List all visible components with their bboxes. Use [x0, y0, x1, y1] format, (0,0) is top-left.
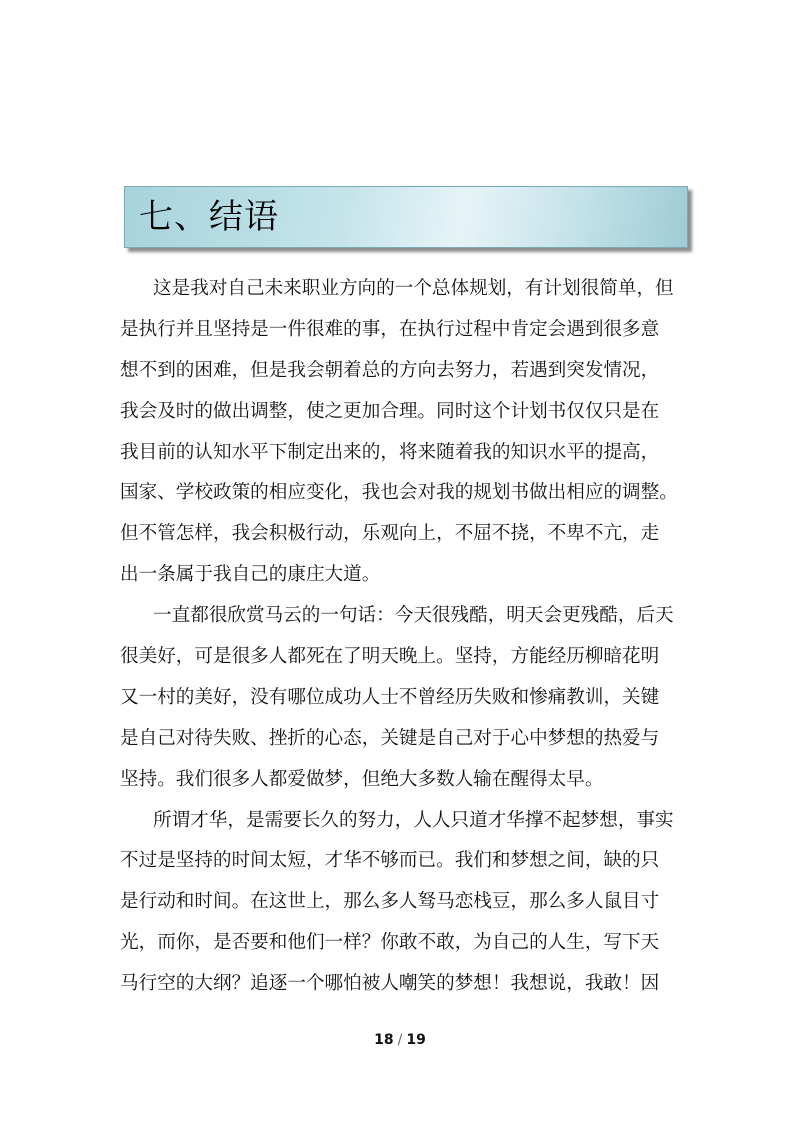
- text-line: 国家、学校政策的相应变化，我也会对我的规划书做出相应的调整。: [120, 482, 678, 504]
- text-line: 不过是坚持的时间太短，才华不够而已。我们和梦想之间，缺的只: [120, 850, 660, 872]
- text-line: 是自己对待失败、挫折的心态，关键是自己对于心中梦想的热爱与: [120, 727, 660, 749]
- text-line: 我目前的认知水平下制定出来的，将来随着我的知识水平的提高，: [120, 441, 660, 463]
- text-line: 一直都很欣赏马云的一句话：今天很残酷，明天会更残酷，后天: [153, 605, 674, 627]
- section-heading-banner: [124, 186, 688, 248]
- total-pages-number: 19: [406, 1032, 426, 1048]
- page-separator: /: [397, 1032, 403, 1048]
- body-text: [120, 269, 685, 1005]
- text-line: 光，而你，是否要和他们一样？你敢不敢，为自己的人生，写下天: [120, 932, 660, 954]
- text-line: 是执行并且坚持是一件很难的事，在执行过程中肯定会遇到很多意: [120, 318, 660, 340]
- text-line: 坚持。我们很多人都爱做梦，但绝大多数人输在醒得太早。: [120, 768, 604, 790]
- page-number: [0, 1030, 800, 1050]
- text-line: 我会及时的做出调整，使之更加合理。同时这个计划书仅仅只是在: [120, 400, 660, 422]
- section-heading-title: 七、结语: [139, 197, 279, 237]
- text-line: 出一条属于我自己的康庄大道。: [120, 564, 381, 586]
- text-line: 是行动和时间。在这世上，那么多人驽马恋栈豆，那么多人鼠目寸: [120, 891, 660, 913]
- current-page-number: 18: [374, 1032, 394, 1048]
- text-line: 想不到的困难，但是我会朝着总的方向去努力，若遇到突发情况，: [120, 359, 660, 381]
- text-line: 这是我对自己未来职业方向的一个总体规划，有计划很简单，但: [153, 278, 674, 299]
- text-line: 很美好，可是很多人都死在了明天晚上。坚持，方能经历柳暗花明: [120, 646, 660, 668]
- text-line: 但不管怎样，我会积极行动，乐观向上，不屈不挠，不卑不亢，走: [120, 523, 660, 545]
- text-line: 所谓才华，是需要长久的努力，人人只道才华撑不起梦想，事实: [153, 809, 674, 831]
- text-line: 又一村的美好，没有哪位成功人士不曾经历失败和惨痛教训，关键: [120, 686, 660, 708]
- text-line: 马行空的大纲？追逐一个哪怕被人嘲笑的梦想！我想说，我敢！因: [120, 973, 660, 995]
